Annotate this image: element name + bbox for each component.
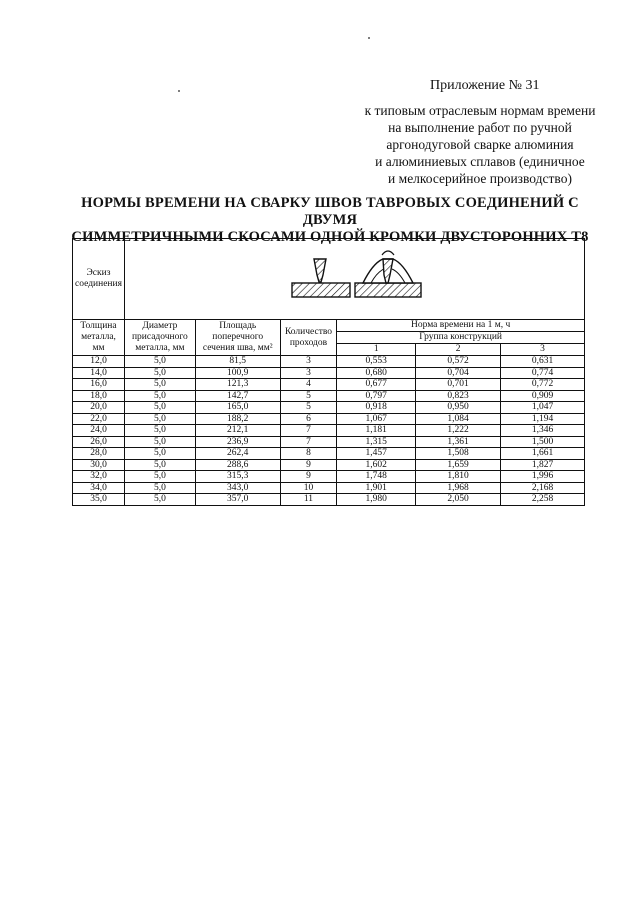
cell-diameter: 5,0 <box>125 459 196 471</box>
cell-g1: 1,315 <box>337 436 416 448</box>
cell-passes: 8 <box>280 448 337 460</box>
col-group-2-header: 2 <box>416 344 501 356</box>
cell-area: 262,4 <box>195 448 280 460</box>
cell-thickness: 26,0 <box>73 436 125 448</box>
cell-diameter: 5,0 <box>125 390 196 402</box>
cell-g1: 0,918 <box>337 402 416 414</box>
col-group-1-header: 1 <box>337 344 416 356</box>
cell-area: 357,0 <box>195 494 280 506</box>
cell-thickness: 28,0 <box>73 448 125 460</box>
cell-diameter: 5,0 <box>125 367 196 379</box>
cell-thickness: 16,0 <box>73 379 125 391</box>
cell-g2: 1,810 <box>416 471 501 483</box>
cell-diameter: 5,0 <box>125 436 196 448</box>
cell-passes: 4 <box>280 379 337 391</box>
sketch-before-welding <box>292 259 350 297</box>
cell-g2: 0,950 <box>416 402 501 414</box>
cell-g3: 1,827 <box>501 459 585 471</box>
cell-diameter: 5,0 <box>125 494 196 506</box>
cell-diameter: 5,0 <box>125 379 196 391</box>
cell-g3: 1,661 <box>501 448 585 460</box>
cell-passes: 5 <box>280 402 337 414</box>
scan-speck <box>178 90 180 92</box>
cell-diameter: 5,0 <box>125 356 196 368</box>
cell-g2: 0,572 <box>416 356 501 368</box>
sketch-after-welding <box>355 251 421 297</box>
cell-g3: 0,772 <box>501 379 585 391</box>
cell-thickness: 22,0 <box>73 413 125 425</box>
cell-area: 100,9 <box>195 367 280 379</box>
cell-g3: 1,194 <box>501 413 585 425</box>
table-row <box>73 494 585 506</box>
cell-g3: 1,346 <box>501 425 585 437</box>
reference-line: и алюминиевых сплавов (единичное <box>375 154 585 169</box>
reference-line: аргонодуговой сварке алюминия <box>386 137 574 152</box>
cell-area: 315,3 <box>195 471 280 483</box>
cell-area: 343,0 <box>195 482 280 494</box>
cell-passes: 10 <box>280 482 337 494</box>
cell-thickness: 20,0 <box>73 402 125 414</box>
cell-g1: 0,680 <box>337 367 416 379</box>
cell-g2: 1,084 <box>416 413 501 425</box>
col-norm-header: Норма времени на 1 м, ч <box>337 320 585 332</box>
cell-thickness: 32,0 <box>73 471 125 483</box>
table-row <box>73 436 585 448</box>
table-row <box>73 390 585 402</box>
cell-g2: 1,968 <box>416 482 501 494</box>
cell-g2: 1,508 <box>416 448 501 460</box>
cell-g2: 1,659 <box>416 459 501 471</box>
cell-g2: 0,701 <box>416 379 501 391</box>
table-row <box>73 356 585 368</box>
table-row <box>73 413 585 425</box>
title-line: НОРМЫ ВРЕМЕНИ НА СВАРКУ ШВОВ ТАВРОВЫХ СОЕДИНЕНИЙ С ДВУМЯ <box>81 195 579 228</box>
cell-thickness: 18,0 <box>73 390 125 402</box>
table-row <box>73 471 585 483</box>
table-row <box>73 379 585 391</box>
cell-passes: 3 <box>280 356 337 368</box>
sketch-cell <box>125 239 585 320</box>
col-thickness-header: Толщина металла, мм <box>73 320 125 356</box>
header-row <box>73 320 585 332</box>
appendix-number: Приложение № 31 <box>430 78 540 93</box>
col-passes-header: Количество проходов <box>280 320 337 356</box>
col-diameter-header: Диаметр присадочного металла, мм <box>125 320 196 356</box>
cell-diameter: 5,0 <box>125 402 196 414</box>
cell-g3: 1,996 <box>501 471 585 483</box>
cell-g3: 2,168 <box>501 482 585 494</box>
table-row <box>73 425 585 437</box>
cell-g3: 0,909 <box>501 390 585 402</box>
cell-passes: 7 <box>280 425 337 437</box>
table-row <box>73 448 585 460</box>
cell-diameter: 5,0 <box>125 471 196 483</box>
cell-passes: 5 <box>280 390 337 402</box>
cell-passes: 11 <box>280 494 337 506</box>
reference-line: на выполнение работ по ручной <box>388 120 572 135</box>
cell-thickness: 24,0 <box>73 425 125 437</box>
cell-g1: 1,901 <box>337 482 416 494</box>
cell-thickness: 35,0 <box>73 494 125 506</box>
table-row <box>73 367 585 379</box>
cell-thickness: 34,0 <box>73 482 125 494</box>
col-group-header: Группа конструкций <box>337 332 585 344</box>
norms-table <box>72 238 585 506</box>
cell-g1: 1,067 <box>337 413 416 425</box>
cell-area: 288,6 <box>195 459 280 471</box>
cell-g1: 1,181 <box>337 425 416 437</box>
cell-g3: 0,631 <box>501 356 585 368</box>
cell-g2: 0,823 <box>416 390 501 402</box>
title-line: СИММЕТРИЧНЫМИ СКОСАМИ ОДНОЙ КРОМКИ ДВУСТОРОННИХ Т8 <box>71 229 589 245</box>
cell-area: 236,9 <box>195 436 280 448</box>
cell-diameter: 5,0 <box>125 482 196 494</box>
cell-g1: 1,748 <box>337 471 416 483</box>
cell-g1: 1,602 <box>337 459 416 471</box>
cell-g3: 0,774 <box>501 367 585 379</box>
appendix-reference <box>345 102 615 187</box>
cell-diameter: 5,0 <box>125 413 196 425</box>
cell-passes: 6 <box>280 413 337 425</box>
col-area-header: Площадь поперечного сечения шва, мм² <box>195 320 280 356</box>
cell-area: 165,0 <box>195 402 280 414</box>
cell-g3: 1,047 <box>501 402 585 414</box>
cell-g1: 0,553 <box>337 356 416 368</box>
sketch-label: Эскиз соединения <box>73 239 125 320</box>
cell-g2: 1,361 <box>416 436 501 448</box>
cell-passes: 9 <box>280 459 337 471</box>
cell-g2: 2,050 <box>416 494 501 506</box>
joint-sketch-icon <box>127 239 582 315</box>
cell-passes: 7 <box>280 436 337 448</box>
cell-area: 121,3 <box>195 379 280 391</box>
cell-thickness: 30,0 <box>73 459 125 471</box>
cell-thickness: 14,0 <box>73 367 125 379</box>
cell-g1: 1,980 <box>337 494 416 506</box>
cell-area: 142,7 <box>195 390 280 402</box>
col-group-3-header: 3 <box>501 344 585 356</box>
cell-passes: 3 <box>280 367 337 379</box>
cell-diameter: 5,0 <box>125 448 196 460</box>
cell-area: 212,1 <box>195 425 280 437</box>
reference-line: к типовым отраслевым нормам времени <box>364 103 596 118</box>
cell-area: 188,2 <box>195 413 280 425</box>
cell-g2: 1,222 <box>416 425 501 437</box>
table-row <box>73 459 585 471</box>
sketch-row <box>73 239 585 320</box>
cell-thickness: 12,0 <box>73 356 125 368</box>
reference-line: и мелкосерийное производство) <box>388 171 572 186</box>
cell-g2: 0,704 <box>416 367 501 379</box>
cell-g1: 1,457 <box>337 448 416 460</box>
scan-speck <box>368 37 370 39</box>
cell-g1: 0,677 <box>337 379 416 391</box>
cell-passes: 9 <box>280 471 337 483</box>
cell-area: 81,5 <box>195 356 280 368</box>
cell-g3: 2,258 <box>501 494 585 506</box>
cell-g1: 0,797 <box>337 390 416 402</box>
cell-diameter: 5,0 <box>125 425 196 437</box>
table-row <box>73 402 585 414</box>
table-row <box>73 482 585 494</box>
cell-g3: 1,500 <box>501 436 585 448</box>
